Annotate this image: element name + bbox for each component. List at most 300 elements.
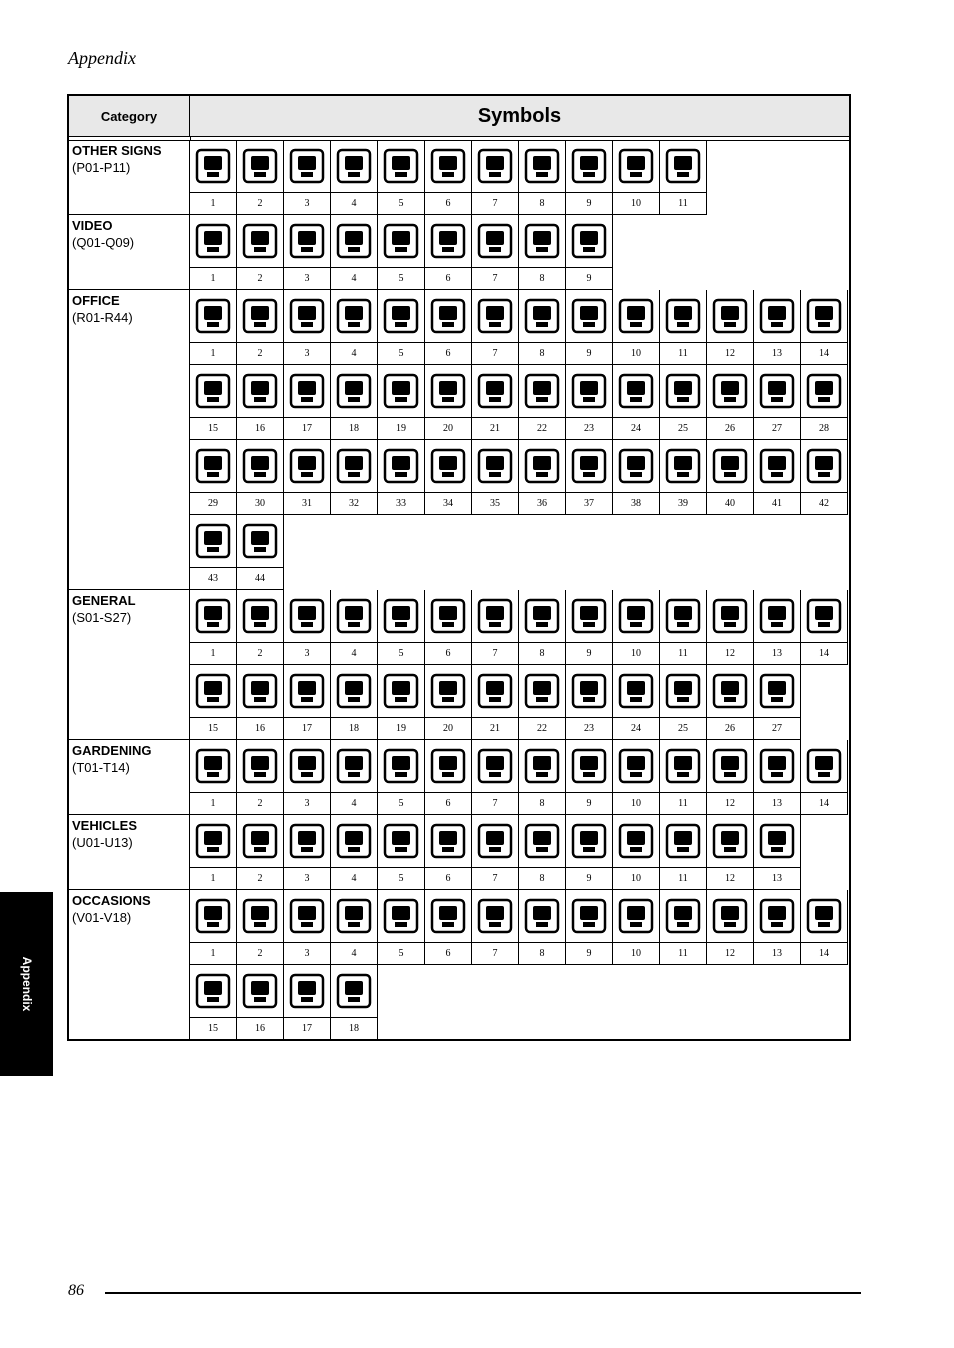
symbol-cell	[331, 965, 378, 1040]
symbol-number: 10	[613, 942, 659, 965]
symbol-cell	[613, 440, 660, 515]
easter-egg-icon	[476, 897, 514, 935]
category-range: (V01-V18)	[72, 910, 132, 925]
symbol-cell	[237, 740, 284, 815]
category-header: Category	[69, 96, 190, 136]
symbol-cell	[660, 290, 707, 365]
symbol-cell	[237, 140, 284, 215]
man-carrying-box-icon	[382, 147, 420, 185]
symbol-number: 41	[754, 492, 800, 515]
symbol-cell	[425, 815, 472, 890]
symbol-number: 9	[566, 792, 612, 815]
symbol-number: 13	[754, 792, 800, 815]
symbol-number: 43	[190, 567, 236, 590]
symbol-cell	[519, 215, 566, 290]
symbol-cell	[566, 365, 613, 440]
face-9-icon	[570, 597, 608, 635]
money-bag-icon	[664, 672, 702, 710]
symbol-cell	[190, 965, 237, 1040]
symbol-number: 26	[707, 717, 753, 740]
drill-icon	[476, 747, 514, 785]
category-cell	[69, 815, 190, 890]
police-icon	[382, 672, 420, 710]
pistol-icon	[382, 222, 420, 260]
officer-icon	[758, 597, 796, 635]
symbol-number: 35	[472, 492, 518, 515]
car-icon	[523, 822, 561, 860]
symbol-cell	[472, 290, 519, 365]
symbol-cell	[472, 665, 519, 740]
symbol-number: 36	[519, 492, 565, 515]
symbol-cell	[707, 440, 754, 515]
motorcycle-icon	[664, 822, 702, 860]
symbol-number: 18	[331, 1017, 377, 1040]
paintbrush-icon	[570, 747, 608, 785]
symbol-number: 28	[801, 417, 847, 440]
vampire-icon	[711, 897, 749, 935]
category-range: (R01-R44)	[72, 310, 133, 325]
bunny-icon	[335, 972, 373, 1010]
symbol-number: 6	[425, 267, 471, 290]
symbol-number: 9	[566, 867, 612, 890]
in-tray-icon	[382, 372, 420, 410]
symbol-cell	[190, 140, 237, 215]
wrench-icon	[429, 747, 467, 785]
symbol-number: 2	[237, 942, 283, 965]
symbol-number: 4	[331, 342, 377, 365]
no-hearing-icon	[476, 147, 514, 185]
compass-icon	[805, 447, 843, 485]
face-21-icon	[476, 672, 514, 710]
symbol-cell	[378, 215, 425, 290]
eraser-icon	[288, 447, 326, 485]
telephone-icon	[617, 297, 655, 335]
symbol-number: 14	[801, 342, 847, 365]
symbol-number: 21	[472, 417, 518, 440]
symbol-cell	[378, 590, 425, 665]
symbol-cell	[566, 590, 613, 665]
symbol-cell	[190, 815, 237, 890]
printer-icon	[429, 297, 467, 335]
currency-icon	[617, 672, 655, 710]
symbol-number: 11	[660, 642, 706, 665]
candle-icon	[288, 972, 326, 1010]
symbol-number: 16	[237, 417, 283, 440]
face-16-icon	[241, 672, 279, 710]
symbol-cell	[190, 215, 237, 290]
symbol-number: 1	[190, 942, 236, 965]
symbol-cell	[425, 590, 472, 665]
symbol-cell	[660, 665, 707, 740]
symbol-number: 7	[472, 342, 518, 365]
laptop-open-icon	[241, 297, 279, 335]
symbol-cell	[472, 890, 519, 965]
face-3-icon	[288, 597, 326, 635]
calendar-icon	[805, 372, 843, 410]
symbol-cell	[613, 665, 660, 740]
symbol-cell	[378, 140, 425, 215]
symbol-cell	[284, 590, 331, 665]
face-6-icon	[429, 597, 467, 635]
symbol-number: 32	[331, 492, 377, 515]
symbol-cell	[754, 365, 801, 440]
symbol-cell	[566, 290, 613, 365]
symbol-cell	[801, 365, 848, 440]
face-4-icon	[335, 597, 373, 635]
taxi-icon	[194, 822, 232, 860]
symbol-cell	[331, 290, 378, 365]
symbol-cell	[519, 365, 566, 440]
symbol-number: 7	[472, 267, 518, 290]
category-cell	[69, 215, 190, 290]
desk-phone-icon	[664, 297, 702, 335]
symbol-cell	[331, 815, 378, 890]
side-tab-label: Appendix	[19, 956, 34, 1012]
flowers-icon	[288, 897, 326, 935]
category-cell	[69, 140, 190, 215]
symbol-cell	[801, 890, 848, 965]
symbol-number: 2	[237, 342, 283, 365]
symbol-number: 5	[378, 942, 424, 965]
symbol-cell	[472, 215, 519, 290]
face-22-icon	[523, 672, 561, 710]
symbol-number: 42	[801, 492, 847, 515]
symbol-cell	[331, 665, 378, 740]
symbol-number: 2	[237, 642, 283, 665]
symbol-number: 3	[284, 267, 330, 290]
symbol-cell	[190, 290, 237, 365]
category-range: (U01-U13)	[72, 835, 133, 850]
category-name: OFFICE	[72, 293, 120, 308]
symbol-cell	[378, 890, 425, 965]
symbol-number: 10	[613, 642, 659, 665]
symbol-number: 4	[331, 942, 377, 965]
symbol-cell	[707, 740, 754, 815]
symbol-cell	[566, 140, 613, 215]
symbol-cell	[237, 815, 284, 890]
bicycle-icon	[617, 822, 655, 860]
symbol-cell	[472, 365, 519, 440]
witch-hat-icon	[758, 897, 796, 935]
symbol-cell	[425, 140, 472, 215]
bus-icon	[570, 822, 608, 860]
face-15-icon	[194, 672, 232, 710]
presentation-board-icon	[570, 372, 608, 410]
symbol-number: 2	[237, 867, 283, 890]
category-name: OCCASIONS	[72, 893, 151, 908]
symbol-cell	[425, 740, 472, 815]
symbol-cell	[472, 140, 519, 215]
symbol-number: 15	[190, 417, 236, 440]
symbol-number: 44	[237, 567, 283, 590]
binder-clip-icon	[617, 447, 655, 485]
symbol-number: 3	[284, 792, 330, 815]
symbol-cell	[237, 590, 284, 665]
symbol-cell	[331, 440, 378, 515]
symbols-table	[67, 94, 851, 1041]
envelope-icon	[758, 372, 796, 410]
symbol-cell	[237, 515, 284, 590]
tape-dispenser-icon	[523, 447, 561, 485]
symbol-number: 10	[613, 192, 659, 215]
category-range: (P01-P11)	[72, 160, 131, 175]
symbol-number: 5	[378, 267, 424, 290]
axe-icon	[617, 747, 655, 785]
symbol-number: 15	[190, 1017, 236, 1040]
symbol-number: 8	[519, 342, 565, 365]
symbol-cell	[237, 890, 284, 965]
tram-icon	[758, 822, 796, 860]
push-pin-icon	[664, 447, 702, 485]
symbols-header: Symbols	[190, 96, 849, 136]
symbol-number: 7	[472, 792, 518, 815]
symbol-number: 24	[613, 717, 659, 740]
symbol-cell	[190, 665, 237, 740]
symbol-cell	[378, 740, 425, 815]
symbol-number: 1	[190, 792, 236, 815]
symbol-number: 17	[284, 417, 330, 440]
symbol-cell	[754, 290, 801, 365]
symbol-number: 3	[284, 192, 330, 215]
symbol-cell	[237, 215, 284, 290]
symbol-number: 12	[707, 342, 753, 365]
symbol-number: 11	[660, 942, 706, 965]
symbol-cell	[801, 740, 848, 815]
symbol-number: 14	[801, 942, 847, 965]
desk-icon	[194, 372, 232, 410]
clipboard-icon	[241, 522, 279, 560]
symbol-number: 3	[284, 942, 330, 965]
symbol-cell	[284, 665, 331, 740]
symbol-cell	[519, 290, 566, 365]
symbol-number: 26	[707, 417, 753, 440]
symbol-cell	[566, 665, 613, 740]
romance-hearts-icon	[288, 222, 326, 260]
symbol-number: 9	[566, 192, 612, 215]
symbol-number: 24	[613, 417, 659, 440]
symbol-number: 1	[190, 642, 236, 665]
symbol-number: 12	[707, 867, 753, 890]
symbol-cell	[331, 740, 378, 815]
bomb-icon	[570, 222, 608, 260]
symbol-cell	[425, 440, 472, 515]
padlock-icon	[664, 147, 702, 185]
category-cell	[69, 590, 190, 740]
symbol-number: 4	[331, 267, 377, 290]
symbol-cell	[378, 365, 425, 440]
symbol-cell	[284, 440, 331, 515]
cupid-heart-icon	[429, 897, 467, 935]
stacked-trays-icon	[523, 372, 561, 410]
documents-icon	[711, 372, 749, 410]
symbol-number: 17	[284, 717, 330, 740]
symbol-cell	[519, 890, 566, 965]
symbol-cell	[613, 590, 660, 665]
category-range: (Q01-Q09)	[72, 235, 135, 250]
mobile-phone-icon	[711, 297, 749, 335]
symbol-number: 20	[425, 717, 471, 740]
airport-icon	[288, 822, 326, 860]
category-name: VEHICLES	[72, 818, 138, 833]
symbol-cell	[331, 590, 378, 665]
symbol-number: 13	[754, 642, 800, 665]
category-name: OTHER SIGNS	[72, 143, 162, 158]
symbol-number: 2	[237, 792, 283, 815]
symbol-number: 23	[566, 417, 612, 440]
symbol-number: 9	[566, 942, 612, 965]
symbol-number: 2	[237, 192, 283, 215]
symbol-number: 27	[754, 717, 800, 740]
gift-icon	[523, 897, 561, 935]
cassette-icon	[335, 447, 373, 485]
eye-icon	[523, 147, 561, 185]
wheelbarrow-icon	[241, 747, 279, 785]
symbol-cell	[190, 890, 237, 965]
symbol-cell	[519, 440, 566, 515]
symbol-number: 5	[378, 642, 424, 665]
symbol-number: 4	[331, 792, 377, 815]
symbol-number: 19	[378, 717, 424, 740]
symbol-number: 9	[566, 267, 612, 290]
symbol-cell	[754, 440, 801, 515]
symbol-cell	[613, 815, 660, 890]
toast-glasses-icon	[335, 897, 373, 935]
symbol-cell	[660, 365, 707, 440]
euro-coin-icon	[711, 672, 749, 710]
nurse-icon	[711, 597, 749, 635]
copier-icon	[523, 297, 561, 335]
symbol-number: 7	[472, 642, 518, 665]
turkey-icon	[805, 897, 843, 935]
cd-icon	[382, 297, 420, 335]
symbol-number: 11	[660, 342, 706, 365]
video-cassette-icon	[241, 222, 279, 260]
train-icon	[335, 822, 373, 860]
symbol-number: 12	[707, 942, 753, 965]
symbol-cell	[660, 890, 707, 965]
symbol-number: 11	[660, 792, 706, 815]
symbol-cell	[754, 590, 801, 665]
face-18-icon	[335, 672, 373, 710]
scissors-icon	[194, 447, 232, 485]
symbol-number: 29	[190, 492, 236, 515]
chef-icon	[664, 597, 702, 635]
notepad-icon	[429, 372, 467, 410]
symbol-cell	[284, 740, 331, 815]
footer-rule	[105, 1292, 861, 1294]
symbol-cell	[237, 290, 284, 365]
symbol-number: 37	[566, 492, 612, 515]
symbol-number: 1	[190, 192, 236, 215]
santa-icon	[194, 972, 232, 1010]
symbol-number: 27	[754, 417, 800, 440]
symbol-number: 3	[284, 867, 330, 890]
symbol-cell	[519, 140, 566, 215]
truck-icon	[241, 822, 279, 860]
side-tab	[0, 892, 53, 1076]
symbol-cell	[707, 890, 754, 965]
symbol-cell	[660, 140, 707, 215]
hammer-icon	[194, 747, 232, 785]
pilot-icon	[805, 597, 843, 635]
symbol-cell	[519, 590, 566, 665]
symbol-number: 9	[566, 642, 612, 665]
handshake-icon	[382, 897, 420, 935]
screwdriver-icon	[382, 747, 420, 785]
symbol-number: 3	[284, 342, 330, 365]
symbol-cell	[707, 290, 754, 365]
shovel-icon	[758, 747, 796, 785]
symbol-number: 22	[519, 417, 565, 440]
keyboard-icon	[288, 297, 326, 335]
symbol-number: 1	[190, 342, 236, 365]
symbol-cell	[801, 290, 848, 365]
symbol-number: 17	[284, 1017, 330, 1040]
symbol-number: 7	[472, 192, 518, 215]
symbol-cell	[425, 290, 472, 365]
symbol-number: 5	[378, 792, 424, 815]
symbol-cell	[519, 815, 566, 890]
birthday-cake-icon	[194, 897, 232, 935]
symbol-number: 8	[519, 192, 565, 215]
symbol-cell	[284, 215, 331, 290]
symbol-cell	[707, 665, 754, 740]
symbol-cell	[754, 890, 801, 965]
symbol-number: 6	[425, 792, 471, 815]
symbol-number: 30	[237, 492, 283, 515]
bobby-icon	[429, 672, 467, 710]
treble-clef-icon	[523, 222, 561, 260]
face-8-icon	[523, 597, 561, 635]
helicopter-icon	[429, 822, 467, 860]
face-5-icon	[382, 597, 420, 635]
award-ribbon-icon	[617, 897, 655, 935]
symbol-number: 6	[425, 192, 471, 215]
page-number: 86	[68, 1282, 84, 1299]
symbol-cell	[660, 590, 707, 665]
face-10-icon	[617, 597, 655, 635]
symbol-cell	[566, 440, 613, 515]
two-people-icon	[429, 147, 467, 185]
symbol-cell	[237, 965, 284, 1040]
bells-icon	[241, 897, 279, 935]
symbol-number: 4	[331, 642, 377, 665]
ladder-icon	[523, 747, 561, 785]
symbol-number: 31	[284, 492, 330, 515]
clapperboard-icon	[194, 222, 232, 260]
symbol-cell	[425, 215, 472, 290]
mouse-icon	[335, 297, 373, 335]
symbol-cell	[519, 665, 566, 740]
symbol-cell	[566, 740, 613, 815]
symbol-cell	[284, 890, 331, 965]
symbol-cell	[472, 440, 519, 515]
nut-icon	[335, 747, 373, 785]
symbol-number: 4	[331, 192, 377, 215]
symbol-number: 38	[613, 492, 659, 515]
symbol-number: 2	[237, 267, 283, 290]
ship-icon	[476, 822, 514, 860]
symbol-number: 8	[519, 267, 565, 290]
symbol-number: 7	[472, 867, 518, 890]
symbol-cell	[190, 590, 237, 665]
symbol-cell	[284, 365, 331, 440]
symbol-number: 4	[331, 867, 377, 890]
symbol-cell	[707, 365, 754, 440]
glue-icon	[194, 522, 232, 560]
symbol-cell	[613, 890, 660, 965]
symbol-number: 10	[613, 867, 659, 890]
